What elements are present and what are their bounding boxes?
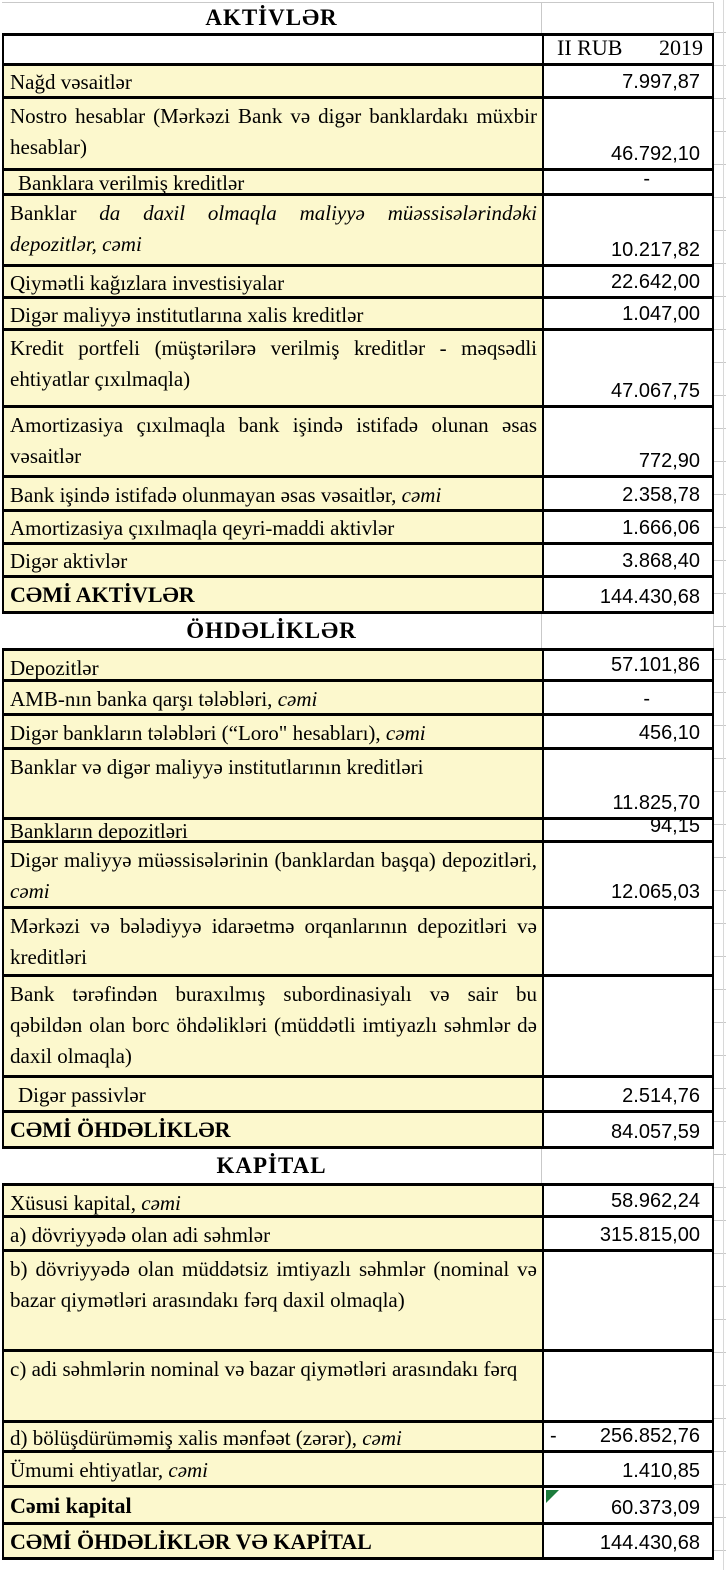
- row-label-cell: [2, 682, 542, 713]
- sheet-gridlines-right: [714, 0, 726, 1570]
- row-value: 1.047,00: [622, 303, 700, 325]
- row-value: 144.430,68: [599, 1532, 700, 1554]
- row-label: Qiymətli kağızlara investisiyalar: [10, 271, 285, 295]
- row-label: Nağd vəsaitlər: [10, 70, 132, 94]
- row-label-cell: [2, 1113, 542, 1146]
- table-row: [2, 168, 714, 196]
- row-value-cell: [542, 909, 714, 974]
- row-label: Amortizasiya çıxılmaqla bank işində istifadə olunan əsas vəsaitlər: [10, 413, 537, 468]
- row-value-cell: [542, 99, 714, 168]
- row-value: 22.642,00: [611, 271, 700, 293]
- row-value: 12.065,03: [611, 881, 700, 903]
- table-row: [2, 299, 714, 331]
- row-label: Bank tərəfindən buraxılmış subordinasiyalı və sair bu qəbildən olan borc öhdəlikləri (müddətli imtiyazlı səhmlər də daxil olmaqla): [10, 982, 537, 1068]
- row-label: Digər passivlər: [18, 1083, 146, 1107]
- corner-cell: [2, 36, 542, 63]
- row-value-cell: [542, 512, 714, 542]
- table-row: [2, 843, 714, 909]
- row-label: CƏMİ ÖHDƏLİKLƏR VƏ KAPİTAL: [10, 1529, 372, 1554]
- table-row: [2, 545, 714, 578]
- row-value-cell: [542, 66, 714, 96]
- table-row: [2, 1352, 714, 1423]
- section-header-cell: [2, 1149, 542, 1183]
- table-row: [2, 815, 714, 843]
- row-label: Digər maliyyə institutlarına xalis kreditlər: [10, 303, 364, 327]
- row-value-cell: [542, 1488, 714, 1522]
- row-label: Digər maliyyə müəssisələrinin (banklardan başqa) depozitləri,: [10, 848, 537, 872]
- year-label: 2019: [659, 35, 703, 60]
- row-value: 58.962,24: [611, 1190, 700, 1212]
- row-value-cell: [542, 977, 714, 1075]
- table-row: [2, 716, 714, 750]
- row-label: Cəmi kapital: [10, 1493, 132, 1518]
- table-row: [2, 1183, 714, 1218]
- row-label-italic: cəmi: [141, 1191, 181, 1215]
- row-value: -: [643, 168, 650, 190]
- row-value: 1.666,06: [622, 517, 700, 539]
- table-row: [2, 750, 714, 820]
- row-value: 46.792,10: [611, 143, 700, 165]
- row-label: Banklar: [10, 201, 100, 225]
- row-value: -: [643, 688, 650, 710]
- row-label-cell: [2, 196, 542, 264]
- row-value: 3.868,40: [622, 550, 700, 572]
- section-header-cell: [2, 3, 542, 33]
- row-value-cell: [542, 716, 714, 747]
- row-label-italic: cəmi: [277, 687, 318, 711]
- row-label-cell: [2, 545, 542, 575]
- row-label-italic: cəmi: [10, 879, 50, 903]
- section-header-row: [2, 614, 714, 648]
- row-label-cell: [2, 843, 542, 906]
- row-label: Digər aktivlər: [10, 549, 128, 573]
- row-value: 94,15: [649, 815, 700, 837]
- row-label-cell: [2, 299, 542, 328]
- row-label-cell: [2, 408, 542, 475]
- section-header-cell-right: [542, 3, 714, 33]
- row-label: Ümumi ehtiyatlar,: [10, 1458, 169, 1482]
- table-row: [2, 99, 714, 171]
- row-label-italic: cəmi: [401, 483, 442, 507]
- row-value-cell: [542, 1078, 714, 1110]
- row-label: d) bölüşdürüməmiş xalis mənfəət (zərər),: [10, 1426, 363, 1450]
- table-row: [2, 408, 714, 478]
- row-label-cell: [2, 512, 542, 542]
- table-row: [2, 512, 714, 545]
- row-value-cell: [542, 651, 714, 679]
- row-label-cell: [2, 478, 542, 509]
- row-value-cell: [542, 1525, 714, 1557]
- row-label-cell: [2, 267, 542, 296]
- row-value-cell: [542, 1218, 714, 1249]
- row-value: 60.373,09: [611, 1497, 700, 1519]
- table-row: [2, 578, 714, 614]
- table-row: [2, 267, 714, 299]
- row-value: 10.217,82: [611, 239, 700, 261]
- row-value-cell: [542, 478, 714, 509]
- row-label: a) dövriyyədə olan adi səhmlər: [10, 1223, 271, 1247]
- row-value-cell: [542, 196, 714, 264]
- row-value-cell: [542, 1453, 714, 1485]
- row-label-cell: [2, 1352, 542, 1420]
- row-label: Mərkəzi və bələdiyyə idarəetmə orqanlarının depozitləri və kreditləri: [10, 914, 537, 969]
- row-label-cell: [2, 1078, 542, 1110]
- row-label-cell: [2, 1218, 542, 1249]
- row-value: 57.101,86: [611, 654, 700, 676]
- row-value-cell: [542, 168, 714, 193]
- row-label-italic: da daxil olmaqla maliyyə müəssisələrindəki depozitlər, cəmi: [10, 201, 537, 256]
- table-row: [2, 1113, 714, 1149]
- row-label-cell: [2, 819, 542, 843]
- row-value-cell: [542, 545, 714, 575]
- table-row: [2, 1453, 714, 1488]
- table-row: [2, 1078, 714, 1113]
- section-title: KAPİTAL: [216, 1153, 327, 1178]
- table-row: [2, 648, 714, 682]
- row-label-italic: cəmi: [168, 1458, 209, 1482]
- row-value: 7.997,87: [622, 71, 700, 93]
- section-header-row: [2, 2, 714, 33]
- row-value-cell: [542, 331, 714, 405]
- section-header-cell: [2, 614, 542, 648]
- row-value: 47.067,75: [611, 380, 700, 402]
- row-label: Bankların depozitləri: [10, 819, 188, 843]
- row-value-cell: [542, 750, 714, 817]
- row-label-cell: [2, 1488, 542, 1522]
- row-label: Nostro hesablar (Mərkəzi Bank və digər banklardakı müxbir hesablar): [10, 104, 537, 159]
- table-row: [2, 331, 714, 408]
- row-value-cell: [542, 1423, 714, 1450]
- row-label: Depozitlər: [10, 656, 99, 680]
- row-label-cell: [2, 1525, 542, 1557]
- row-value-cell: [542, 578, 714, 611]
- row-label-cell: [2, 1453, 542, 1485]
- row-value-cell: [542, 682, 714, 713]
- row-label-cell: [2, 716, 542, 747]
- row-label-cell: [2, 1252, 542, 1349]
- row-value: 84.057,59: [611, 1121, 700, 1143]
- column-header-row: [2, 33, 714, 66]
- row-value-cell: [542, 815, 714, 840]
- row-label: c) adi səhmlərin nominal və bazar qiymətləri arasındakı fərq: [10, 1357, 518, 1381]
- balance-sheet-table: [2, 2, 714, 1560]
- row-value: 456,10: [638, 722, 700, 744]
- row-label-cell: [2, 651, 542, 679]
- row-value: 2.514,76: [622, 1085, 700, 1107]
- row-value: 315.815,00: [599, 1224, 700, 1246]
- row-value-cell: [542, 299, 714, 328]
- table-row: [2, 909, 714, 977]
- section-header-cell-right: [542, 614, 714, 648]
- row-value-cell: [542, 408, 714, 475]
- table-row: [2, 1488, 714, 1525]
- table-row: [2, 196, 714, 267]
- row-value-cell: [542, 843, 714, 906]
- table-row: [2, 977, 714, 1078]
- row-label: Banklara verilmiş kreditlər: [18, 171, 245, 195]
- row-value: 1.410,85: [622, 1460, 700, 1482]
- row-value-cell: [542, 1352, 714, 1420]
- row-value-cell: [542, 1252, 714, 1349]
- row-value: 11.825,70: [612, 792, 700, 814]
- row-label: CƏMİ ÖHDƏLİKLƏR: [10, 1117, 231, 1142]
- period-header-cell: [542, 36, 714, 63]
- row-value: 2.358,78: [622, 484, 700, 506]
- row-label: Xüsusi kapital,: [10, 1191, 142, 1215]
- row-value-cell: [542, 1113, 714, 1146]
- row-label-cell: [2, 1186, 542, 1215]
- table-row: [2, 1218, 714, 1252]
- row-label-cell: [2, 171, 542, 193]
- table-row: [2, 1252, 714, 1352]
- row-label-cell: [2, 578, 542, 611]
- row-label: Bank işində istifadə olunmayan əsas vəsaitlər,: [10, 483, 402, 507]
- row-label-italic: cəmi: [362, 1426, 402, 1450]
- section-header-row: [2, 1149, 714, 1183]
- section-header-cell-right: [542, 1149, 714, 1183]
- error-marker-icon: [546, 1490, 559, 1503]
- row-label-cell: [2, 909, 542, 974]
- row-label-cell: [2, 66, 542, 96]
- negative-sign: -: [550, 1425, 557, 1447]
- row-label-cell: [2, 99, 542, 168]
- period-label: II RUB: [557, 35, 623, 60]
- row-label-italic: cəmi: [385, 721, 426, 745]
- row-label: Banklar və digər maliyyə institutlarının kreditləri: [10, 755, 424, 779]
- row-label: CƏMİ AKTİVLƏR: [10, 582, 195, 607]
- row-label: Kredit portfeli (müştərilərə verilmiş kreditlər - məqsədli ehtiyatlar çıxılmaqla): [10, 336, 537, 391]
- row-value: 144.430,68: [599, 586, 700, 608]
- row-label: AMB-nın banka qarşı tələbləri,: [10, 687, 278, 711]
- row-label-cell: [2, 331, 542, 405]
- row-label-cell: [2, 1423, 542, 1450]
- table-row: [2, 682, 714, 716]
- sheet-gridline-vertical: [723, 0, 724, 1570]
- row-label-cell: [2, 977, 542, 1075]
- row-label: Digər bankların tələbləri (“Loro" hesabları),: [10, 721, 386, 745]
- row-value-cell: [542, 267, 714, 296]
- table-row: [2, 66, 714, 99]
- row-label: b) dövriyyədə olan müddətsiz imtiyazlı səhmlər (nominal və bazar qiymətləri arasındakı fərq daxil olmaqla): [10, 1257, 537, 1312]
- table-row: [2, 478, 714, 512]
- row-label-cell: [2, 750, 542, 817]
- section-title: ÖHDƏLİKLƏR: [186, 618, 357, 643]
- row-value: 256.852,76: [599, 1425, 700, 1447]
- table-row: [2, 1423, 714, 1453]
- row-value-cell: [542, 1186, 714, 1215]
- row-label: Amortizasiya çıxılmaqla qeyri-maddi aktivlər: [10, 516, 395, 540]
- section-title: AKTİVLƏR: [205, 5, 338, 30]
- row-value: 772,90: [638, 450, 700, 472]
- table-row: [2, 1525, 714, 1560]
